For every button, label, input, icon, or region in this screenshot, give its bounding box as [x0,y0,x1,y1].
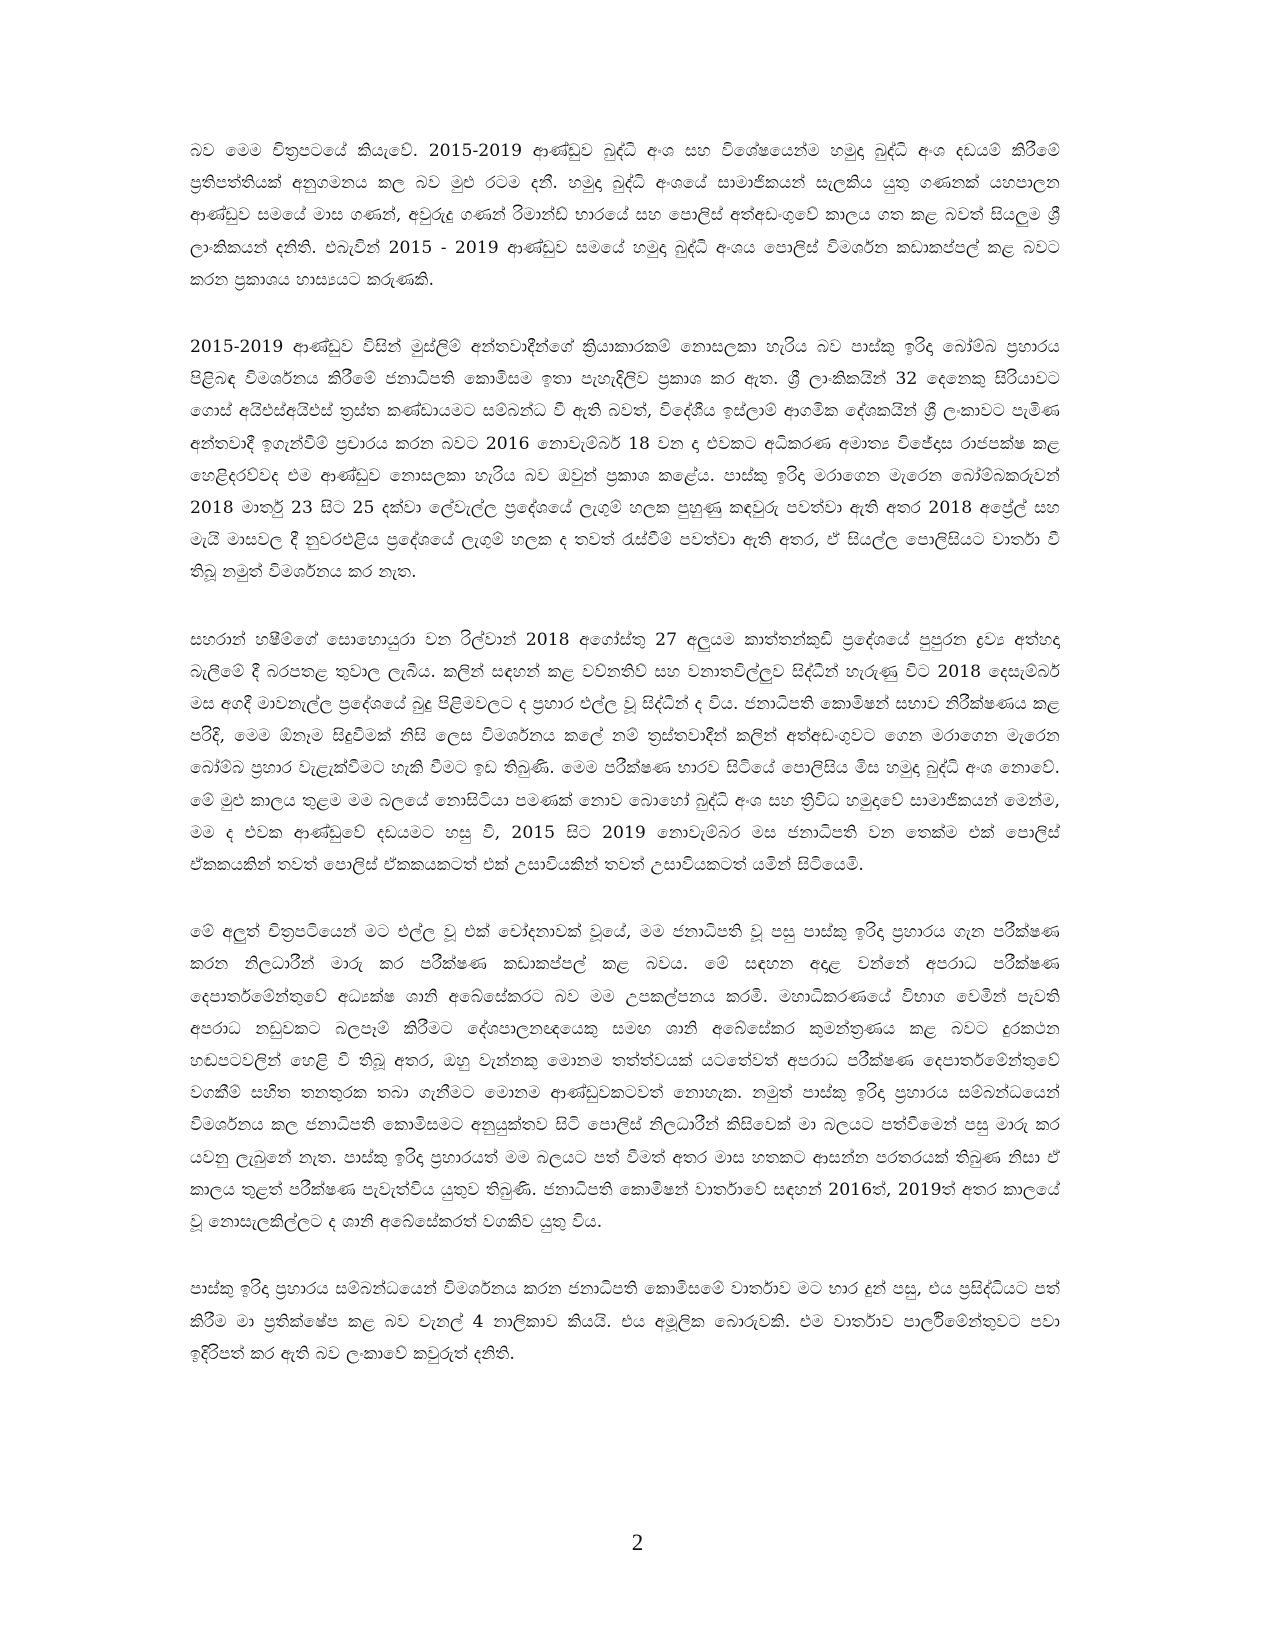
page-number: 2 [631,1530,644,1555]
document-body [190,135,1060,1405]
paragraph-5: පාස්කු ඉරිදා ප්‍රහාරය සම්බන්ධයෙන් විමර්ශනය කරන ජනාධිපති කොමිසමේ වාර්තාව මට භාර දුන් පසු, එය ප්‍රසිද්ධියට පත් කිරීම මා ප්‍රතික්ෂේප කළ බව චැනල් 4 නාලිකාව කියයි. එය අමූලික බොරුවකි. එම වාර්තාව පාර්ලිමේන්තුවට පවා ඉදිරිපත් කර ඇති බව ලංකාවේ කවුරුත් දනිති. [190,1279,1060,1364]
paragraph-3: සහරාන් හෂීම්ගේ සොහොයුරා වන රිල්වාන් 2018 අගෝස්තු 27 අලුයම කාත්තන්කුඩි ප්‍රදේශයේ පුපුරන ද්‍රව්‍ය අත්හදා බැලීමේ දී බරපතළ තුවාල ලැබීය. කලින් සඳහන් කළ වව්නතිව් සහ වනාතවිල්ලුව සිද්ධීන් හැරුණු විට 2018 දෙසැම්බර් මස අගදී මාවනැල්ල ප්‍රදේශයේ බුදු පිළිමවලට ද ප්‍රහාර එල්ල වූ සිද්ධීන් ද විය. ජනාධිපති කොමිෂන් සභාව නිරීක්ෂණය කළ පරිදි, මෙම ඕනෑම සිදුවීමක් නිසි ලෙස විමර්ශනය කලේ නම් ත්‍රස්තවාදීන් කලින් අත්අඩංගුවට ගෙන මරාගෙන මැරෙන බෝම්බ ප්‍රහාර වැළැක්වීමට හැකි වීමට ඉඩ තිබුණි. මෙම පරීක්ෂණ භාරව සිටියේ පොලිසිය මිස හමුදා බුද්ධි අංශ නොවේ. මේ මුළු කාලය තුළම මම බලයේ නොසිටියා පමණක් නොව බොහෝ බුද්ධි අංශ සහ ත්‍රිවිධ හමුදාවේ සාමාජිකයන් මෙන්ම, මම ද එවක ආණ්ඩුවේ දඩයමට හසු වී, 2015 සිට 2019 නොවැම්බර මස ජනාධිපති වන තෙක්ම එක් පොලිස් ඒකකයකින් තවත් පොලිස් ඒකකයකටත් එක් උසාවියකින් තවත් උසාවියකටත් යමින් සිටියෙමි. [190,629,1060,876]
paragraph-1: බව මෙම චිත්‍රපටයේ කියැවේ. 2015-2019 ආණ්ඩුව බුද්ධි අංශ සහ විශේෂයෙන්ම හමුදා බුද්ධි අංශ දඩයම් කිරීමේ ප්‍රතිපත්තියක් අනුගමනය කල බව මුළු රටම දනී. හමුදා බුද්ධි අංශයේ සාමාජිකයන් සැලකිය යුතු ගණනක් යහපාලන ආණ්ඩුව සමයේ මාස ගණන්, අවුරුදු ගණන් රිමාන්ඩ් භාරයේ සහ පොලිස් අත්අඩංගුවේ කාලය ගත කළ බවත් සියලුම ශ්‍රී ලාංකිකයන් දනිති. එබැවින් 2015 - 2019 ආණ්ඩුව සමයේ හමුදා බුද්ධි අංශය පොලිස් විමර්ශන කඩාකප්පල් කළ බවට කරන ප්‍රකාශය හාස්‍යයට කරුණකි. [190,141,1060,290]
paragraph-4: මේ අලුත් චිත්‍රපටියෙන් මට එල්ල වූ එක් චෝදනාවක් වූයේ, මම ජනාධිපති වූ පසු පාස්කු ඉරිදා ප්‍රහාරය ගැන පරීක්ෂණ කරන නිලධාරීන් මාරු කර පරීක්ෂණ කඩාකප්පල් කළ බවය. මේ සඳහන අදාළ වන්නේ අපරාධ පරීක්ෂණ දෙපාර්තමේන්තුවේ අධ්‍යක්ෂ ශානි අබේසේකරට බව මම උපකල්පනය කරමි. මහාධිකරණයේ විභාග වෙමින් පැවති අපරාධ නඩුවකට බලපෑම් කිරීමට දේශපාලනඥයෙකු සමඟ ශානි අබේසේකර කුමන්ත්‍රණය කළ බවට දුරකථන හඬපටවලින් හෙළි වී තිබූ අතර, ඔහු වැන්නකු මොනම තත්ත්වයක් යටතේවත් අපරාධ පරීක්ෂණ දෙපාර්තමේන්තුවේ වගකීම් සහිත තනතුරක තබා ගැනීමට මොනම ආණ්ඩුවකටවත් නොහැක. නමුත් පාස්කු ඉරිදා ප්‍රහාරය සම්බන්ධයෙන් විමර්ශනය කල ජනාධිපති කොමිසමට අනුයුක්තව සිටි පොලිස් නිලධාරීන් කිසිවෙක් මා බලයට පත්වීමෙන් පසු මාරු කර යවනු ලැබුනේ නැත. පාස්කු ඉරිදා ප්‍රහාරයත් මම බලයට පත් වීමත් අතර මාස හතකට ආසන්න පරතරයක් තිබුණ නිසා ඒ කාලය තුළත් පරීක්ෂණ පැවැත්විය යුතුව තිබුණි. ජනාධිපති කොමිෂන් වාර්තාවේ සඳහන් 2016ත්, 2019ත් අතර කාලයේ වූ නොසැලකිල්ලට ද ශානි අබේසේකරත් වගකිව යුතු විය. [190,922,1060,1233]
paragraph-2: 2015-2019 ආණ්ඩුව විසින් මුස්ලිම් අන්තවාදීන්ගේ ක්‍රියාකාරකම් නොසලකා හැරිය බව පාස්කු ඉරිදා බෝම්බ ප්‍රහාරය පිළිබඳ විමර්ශනය කිරීමේ ජනාධිපති කොමිසම ඉතා පැහැදිලිව ප්‍රකාශ කර ඇත. ශ්‍රී ලාංකිකයින් 32 දෙනෙකු සිරියාවට ගොස් අයිඑස්අයිඑස් ත්‍රස්ත කණ්ඩායමට සම්බන්ධ වී ඇති බවත්, විදේශීය ඉස්ලාම් ආගමික දේශකයින් ශ්‍රී ලංකාවට පැමිණ අන්තවාදී ඉගැන්වීම් ප්‍රචාරය කරන බවට 2016 නොවැම්බර් 18 වන දා එවකට අධිකරණ අමාත්‍ය විජේදාස රාජපක්ෂ කළ හෙළිදරව්වද එම ආණ්ඩුව නොසලකා හැරිය බව ඔවුන් ප්‍රකාශ කළේය. පාස්කු ඉරිදා මරාගෙන මැරෙන බෝම්බකරුවන් 2018 මාර්තු 23 සිට 25 දක්වා ලේවැල්ල ප්‍රදේශයේ ලැගුම් හලක පුහුණු කඳවුරු පවත්වා ඇති අතර 2018 අප්‍රේල් සහ මැයි මාසවල දී නුවරඑළිය ප්‍රදේශයේ ලැගුම් හලක ද තවත් රැස්වීම් පවත්වා ඇති අතර, ඒ සියල්ල පොලිසියට වාර්තා වී තිබූ නමුත් විමර්ශනය කර නැත. [190,337,1060,583]
